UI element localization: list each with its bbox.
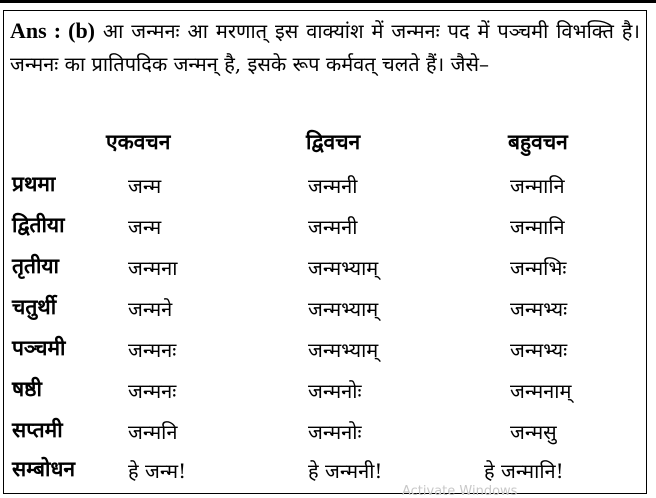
header-dual: द्विवचन [306, 129, 361, 154]
singular-form: जन्मनि [128, 420, 178, 444]
header-singular: एकवचन [106, 129, 171, 154]
plural-form: जन्मानि [510, 215, 565, 239]
singular-form: जन्म [128, 215, 162, 239]
answer-label: Ans : (b) [10, 18, 96, 43]
case-name: सम्बोधन [12, 456, 76, 481]
answer-text: आ जन्मनः आ मरणात् इस वाक्यांश में जन्मनः पद में पञ्चमी विभक्ति है। जन्मनः का प्रातिपदिक जन्मन् है, इसके रूप कर्मवत् चलते हैं। जैसे– [10, 19, 640, 76]
dual-form: जन्मनी [308, 215, 358, 239]
dual-form: जन्मनोः [308, 379, 362, 403]
dual-form: जन्मभ्याम् [308, 256, 379, 280]
plural-form: जन्मसु [510, 420, 557, 444]
case-name: चतुर्थी [12, 294, 57, 319]
dual-form: हे जन्मनी! [308, 459, 383, 483]
activate-windows-watermark: Activate Windows [402, 484, 518, 496]
singular-form: हे जन्म! [128, 459, 187, 483]
dual-form: जन्मभ्याम् [308, 338, 379, 362]
plural-form: जन्मनाम् [510, 379, 572, 403]
plural-form: जन्मभिः [510, 256, 567, 280]
plural-form: हे जन्मानि! [484, 459, 564, 483]
singular-form: जन्मना [128, 256, 178, 280]
header-plural: बहुवचन [508, 129, 568, 154]
singular-form: जन्मनः [128, 338, 177, 362]
case-name: द्वितीया [12, 212, 65, 237]
top-rule [0, 0, 656, 3]
plural-form: जन्मभ्यः [510, 297, 568, 321]
singular-form: जन्मनः [128, 379, 177, 403]
case-name: सप्तमी [12, 417, 63, 442]
singular-form: जन्म [128, 174, 162, 198]
case-name: तृतीया [12, 253, 59, 278]
singular-form: जन्मने [128, 297, 173, 321]
dual-form: जन्मनोः [308, 420, 362, 444]
case-name: पञ्चमी [12, 335, 66, 360]
answer-paragraph [10, 14, 640, 81]
plural-form: जन्मानि [510, 174, 565, 198]
plural-form: जन्मभ्यः [510, 338, 568, 362]
case-name: प्रथमा [12, 171, 56, 196]
dual-form: जन्मभ्याम् [308, 297, 379, 321]
dual-form: जन्मनी [308, 174, 358, 198]
case-name: षष्ठी [12, 376, 42, 401]
